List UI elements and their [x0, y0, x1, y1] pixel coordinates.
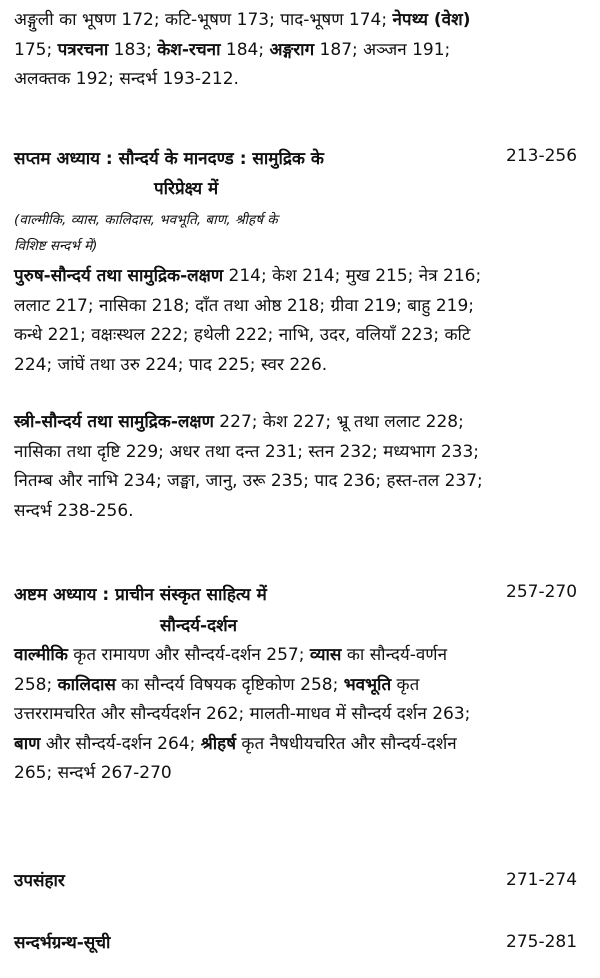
chapter7-female-beauty-paragraph	[14, 408, 484, 526]
entry-heading: स्त्री-सौन्दर्य तथा सामुद्रिक-लक्षण	[14, 412, 214, 432]
chapter7-title-line2: परिप्रेक्ष्य में	[154, 179, 219, 199]
entry-heading: व्यास	[309, 645, 342, 665]
chapter7-page-range: 213-256	[506, 146, 578, 166]
bibliography-page-range: 275-281	[506, 932, 578, 952]
entry-heading: भवभूति	[343, 674, 392, 695]
entry-heading: अङ्गराग	[269, 39, 315, 60]
entry-text: कृत नैषधीयचरित और सौन्दर्य-दर्शन 265; सन्दर्भ 267-270	[14, 733, 457, 783]
chapter8-paragraph	[14, 641, 484, 789]
entry-heading: नेपथ्य (वेश)	[392, 10, 471, 30]
entry-text: 183;	[108, 39, 158, 60]
chapter8-page-range: 257-270	[506, 582, 578, 602]
entry-heading: बाण	[14, 733, 41, 754]
entry-text: 187; अञ्जन 191; अलक्तक 192; सन्दर्भ 193-212.	[14, 39, 451, 89]
entry-text: और सौन्दर्य-दर्शन 264;	[40, 733, 201, 754]
conclusion-page-range: 271-274	[506, 870, 578, 890]
entry-text: का सौन्दर्य विषयक दृष्टिकोण 258;	[115, 674, 344, 695]
chapter7-title-line1: सप्तम अध्याय : सौन्दर्य के मानदण्ड : सामुद्रिक के	[14, 149, 324, 169]
entry-text: 214; केश 214; मुख 215; नेत्र 216; ललाट 217; नासिका 218; दाँत तथा ओष्ठ 218; ग्रीवा 219; बाहु 219; कन्धे 221; वक्षःस्थल 222; हथेली 222; नाभि, उदर, वलियाँ 223; कटि 224; जांघें तथा उरु 224; पाद 225; स्वर 226.	[14, 266, 482, 375]
entry-heading: श्रीहर्ष	[200, 733, 237, 754]
entry-text: 175;	[14, 39, 58, 60]
entry-text: 227; केश 227; भ्रू तथा ललाट 228; नासिका तथा दृष्टि 229; अधर तथा दन्त 231; स्तन 232; मध्यभाग 233; नितम्ब और नाभि 234; जङ्घा, जानु, उरू 235; पाद 236; हस्त-तल 237; सन्दर्भ 238-256.	[14, 412, 483, 521]
conclusion-title: उपसंहार	[14, 871, 65, 891]
entry-heading: केश-रचना	[157, 39, 221, 60]
entry-heading: पत्ररचना	[57, 39, 109, 60]
entry-text: अङ्गुली का भूषण 172; कटि-भूषण 173; पाद-भूषण 174;	[14, 10, 393, 30]
chapter8-title-line1: अष्टम अध्याय : प्राचीन संस्कृत साहित्य में	[14, 585, 267, 605]
chapter7-male-beauty-paragraph	[14, 262, 484, 380]
entry-text: कृत उत्तररामचरित और सौन्दर्यदर्शन 262; मालती-माधव में सौन्दर्य दर्शन 263;	[14, 674, 471, 724]
entry-heading: वाल्मीकि	[14, 645, 68, 665]
intro-paragraph	[14, 6, 484, 95]
entry-text: 184;	[220, 39, 270, 60]
chapter7-note-line2: विशिष्ट सन्दर्भ में)	[14, 238, 98, 254]
chapter7-note-line1: (वाल्मीकि, व्यास, कालिदास, भवभूति, बाण, श्रीहर्ष के	[14, 212, 278, 228]
entry-heading: कालिदास	[57, 674, 116, 695]
entry-text: का सौन्दर्य-वर्णन 258;	[14, 645, 448, 695]
chapter8-title-line2: सौन्दर्य-दर्शन	[160, 616, 238, 636]
entry-text: कृत रामायण और सौन्दर्य-दर्शन 257;	[67, 645, 310, 665]
entry-heading: पुरुष-सौन्दर्य तथा सामुद्रिक-लक्षण	[14, 266, 224, 286]
bibliography-title: सन्दर्भग्रन्थ-सूची	[14, 933, 111, 953]
